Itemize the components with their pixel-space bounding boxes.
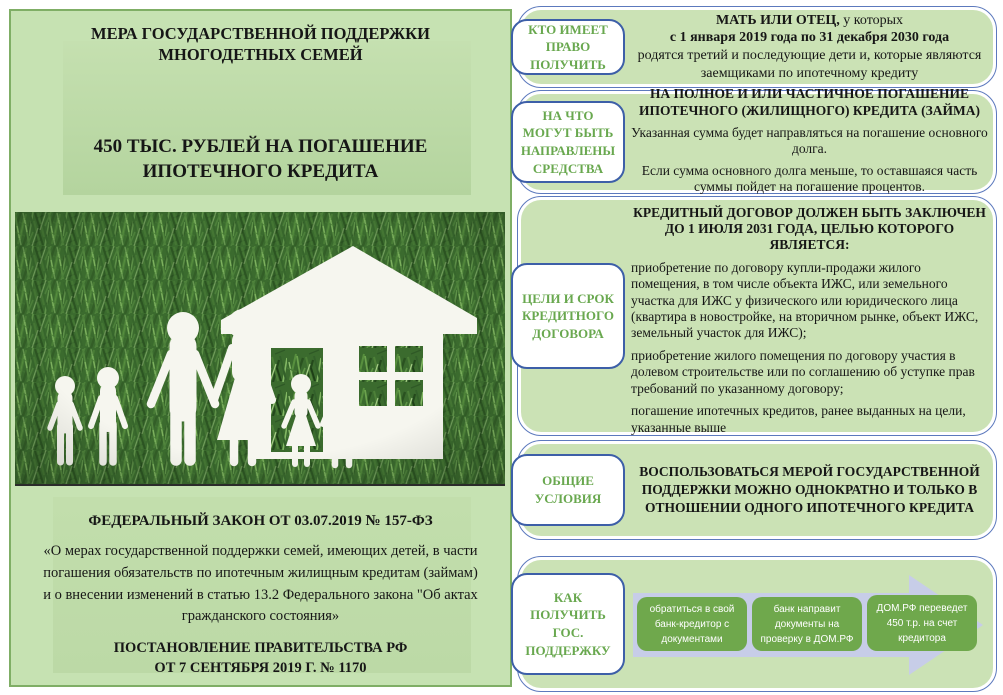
row-how-to-get xyxy=(517,556,997,692)
poster-amount-title: 450 ТЫС. РУБЛЕЙ НА ПОГАШЕНИЕ ИПОТЕЧНОГО КРЕДИТА xyxy=(93,136,428,182)
law-title: ФЕДЕРАЛЬНЫЙ ЗАКОН ОТ 03.07.2019 № 157-ФЗ xyxy=(88,513,433,529)
terms-heading: ВОСПОЛЬЗОВАТЬСЯ МЕРОЙ ГОСУДАРСТВЕННОЙ ПОДДЕРЖКИ МОЖНО ОДНОКРАТНО И ТОЛЬКО В ОТНОШЕНИИ ОДНОГО ИПОТЕЧНОГО КРЕДИТА xyxy=(639,463,980,516)
left-panel xyxy=(9,9,512,687)
decree-line-2: ОТ 7 СЕНТЯБРЯ 2019 Г. № 1170 xyxy=(154,660,367,677)
row-who-can-receive xyxy=(517,6,997,88)
grass-photo-illustration xyxy=(15,212,505,484)
who-line-2: с 1 января 2019 года по 31 декабря 2030 года xyxy=(669,30,950,46)
purpose-item-1: приобретение по договору купли-продажи жилого помещения, в том числе объекта ИЖС, или земельного участка для ИЖС у физического или юридического лица (квартира в новостройке, на вторичном рынке, объект ИЖС, земельный участок для ИЖС); xyxy=(631,259,979,341)
step-1-apply-to-bank: обратиться в свой банк-кредитор с документами xyxy=(637,597,747,651)
row-label-funds: НА ЧТО МОГУТ БЫТЬ НАПРАВЛЕНЫ СРЕДСТВА xyxy=(511,101,625,183)
funds-heading: НА ПОЛНОЕ И ИЛИ ЧАСТИЧНОЕ ПОГАШЕНИЕ ИПОТЕЧНОГО (ЖИЛИЩНОГО) КРЕДИТА (ЗАЙМА) xyxy=(638,86,981,118)
row-general-terms xyxy=(517,440,997,540)
purpose-item-3: погашение ипотечных кредитов, ранее выданных на цели, указанные выше xyxy=(631,403,966,435)
row-label-terms: ОБЩИЕ УСЛОВИЯ xyxy=(511,454,625,526)
law-text: «О мерах государственной поддержки семей, имеющих детей, в части погашения обязательств по ипотечным жилищным кредитам (займам) и о внесении изменений в статью 13.2 Федерального закона "Об актах гражданского состояния» xyxy=(43,543,478,625)
purpose-heading: КРЕДИТНЫЙ ДОГОВОР ДОЛЖЕН БЫТЬ ЗАКЛЮЧЕН ДО 1 ИЮЛЯ 2031 ГОДА, ЦЕЛЬЮ КОТОРОГО ЯВЛЯЕТСЯ: xyxy=(633,205,986,253)
who-line-3: родятся третий и последующие дети и, которые являются заемщиками по ипотечному кредиту xyxy=(637,48,982,81)
row-label-how: КАК ПОЛУЧИТЬ ГОС. ПОДДЕРЖКУ xyxy=(511,573,625,675)
step-2-bank-sends-documents: банк направит документы на проверку в ДОМ.РФ xyxy=(752,597,862,651)
who-line-1: МАТЬ ИЛИ ОТЕЦ, у которых xyxy=(715,12,904,28)
row-funds-usage xyxy=(517,86,997,194)
row-label-who: КТО ИМЕЕТ ПРАВО ПОЛУЧИТЬ xyxy=(511,19,625,75)
purpose-item-2: приобретение жилого помещения по договору участия в долевом строительстве или по соглашению об уступке прав требований по указанному договору; xyxy=(631,347,975,396)
step-3-domrf-transfers-money: ДОМ.РФ переведет 450 т.р. на счет кредитора xyxy=(867,595,977,651)
family-house-photo xyxy=(15,212,505,486)
poster-title: МЕРА ГОСУДАРСТВЕННОЙ ПОДДЕРЖКИ МНОГОДЕТНЫХ СЕМЕЙ xyxy=(91,24,430,65)
row-loan-purpose xyxy=(517,196,997,436)
funds-para-1: Указанная сумма будет направляться на погашение основного долга. xyxy=(631,124,988,156)
decree-line-1: ПОСТАНОВЛЕНИЕ ПРАВИТЕЛЬСТВА РФ xyxy=(113,640,408,656)
decree-text xyxy=(31,638,490,679)
row-label-purpose: ЦЕЛИ И СРОК КРЕДИТНОГО ДОГОВОРА xyxy=(511,263,625,369)
funds-para-2: Если сумма основного долга меньше, то оставшаяся часть суммы пойдет на погашение процентов. xyxy=(641,162,978,194)
